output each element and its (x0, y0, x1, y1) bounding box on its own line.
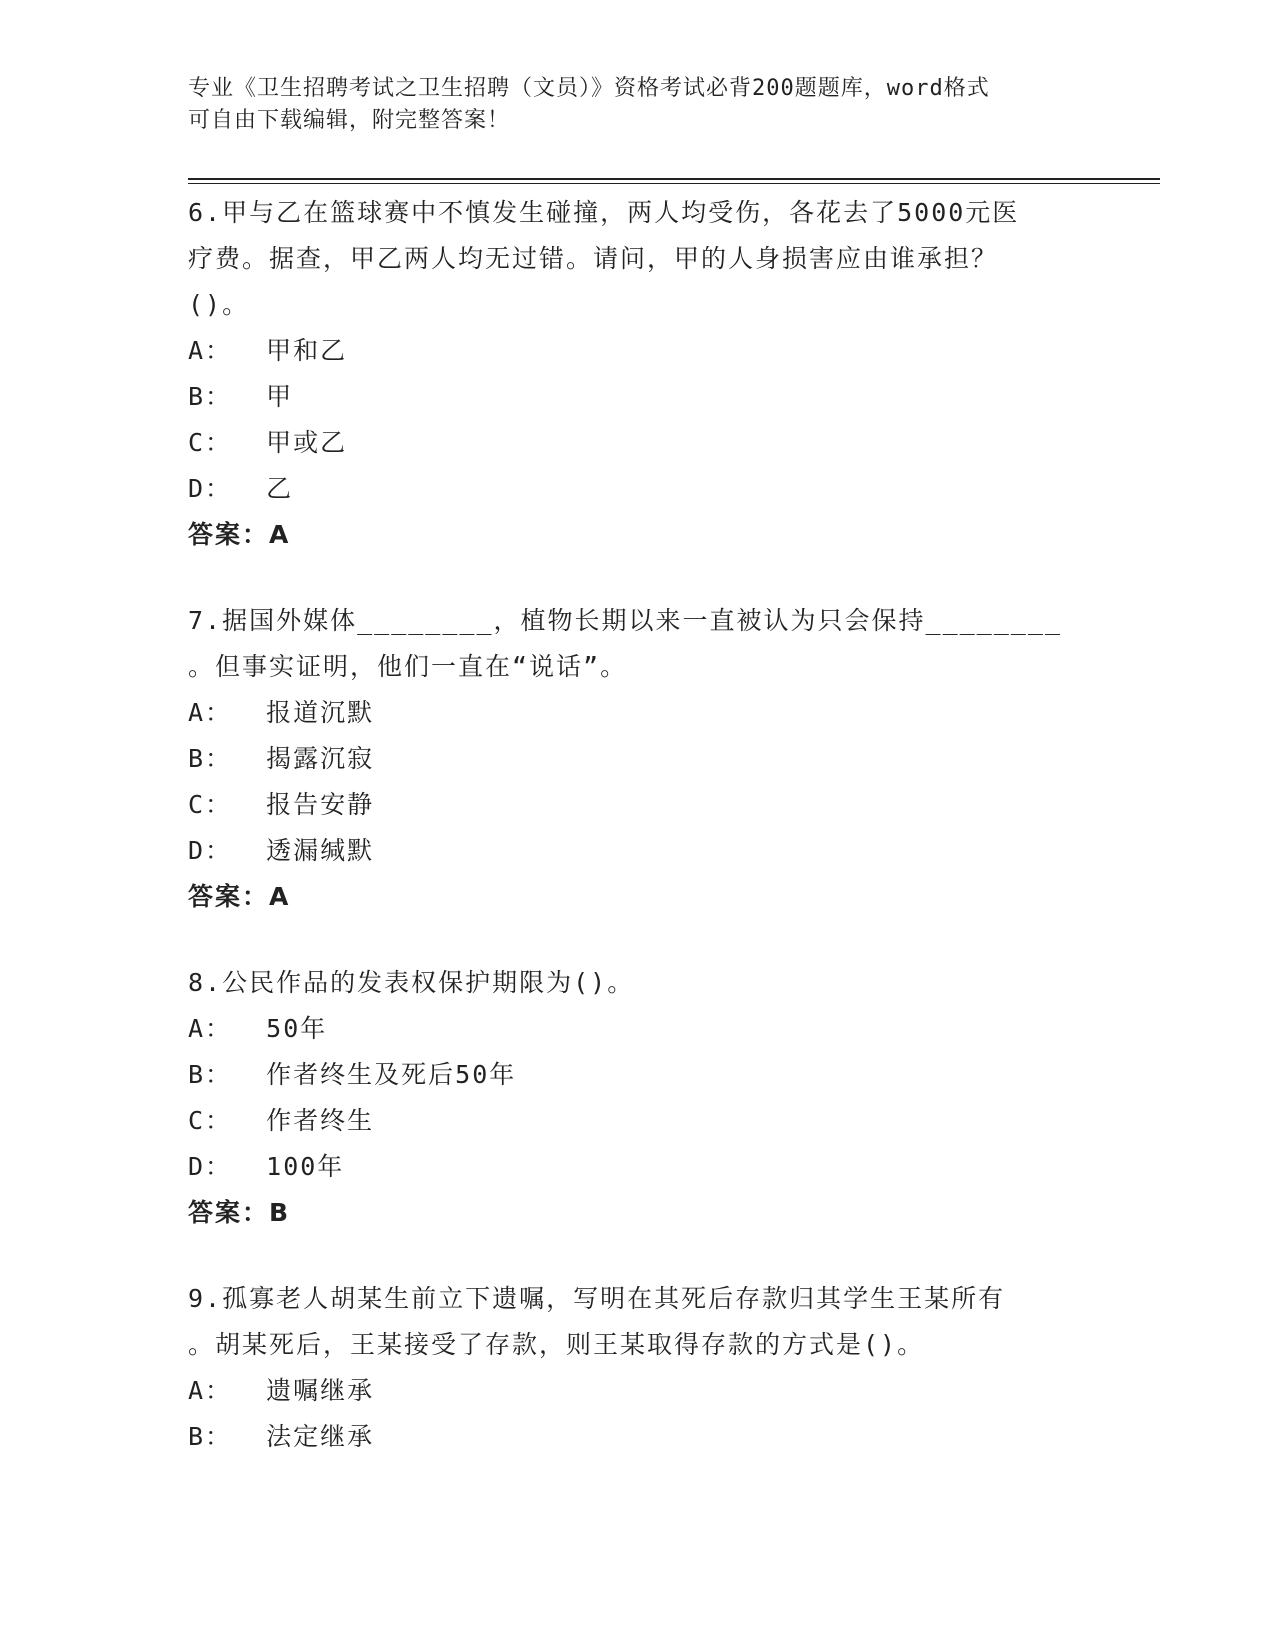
document-header (188, 73, 1088, 137)
option-c: C： 作者终生 (188, 1106, 375, 1135)
option-d: D： 100年 (188, 1152, 345, 1181)
question-7 (188, 598, 1088, 920)
question-stem-line: 7.据国外媒体________，植物长期以来一直被认为只会保持________ (188, 606, 1062, 635)
option-a: A： 报道沉默 (188, 698, 375, 727)
option-a: A： 甲和乙 (188, 336, 348, 365)
option-c: C： 甲或乙 (188, 428, 348, 457)
option-b: B： 作者终生及死后50年 (188, 1060, 517, 1089)
header-line-1: 专业《卫生招聘考试之卫生招聘（文员）》资格考试必背200题题库，word格式 (188, 76, 990, 101)
question-stem-line: 8.公民作品的发表权保护期限为()。 (188, 968, 635, 997)
answer-line: 答案：A (188, 520, 291, 549)
question-stem-line: 。但事实证明，他们一直在“说话”。 (188, 652, 628, 681)
question-list (188, 190, 1088, 1500)
answer-line: 答案：B (188, 1198, 291, 1227)
option-a: A： 遗嘱继承 (188, 1376, 375, 1405)
answer-line: 答案：A (188, 882, 291, 911)
header-divider-thick (188, 178, 1160, 180)
option-b: B： 甲 (188, 382, 294, 411)
option-b: B： 法定继承 (188, 1422, 375, 1451)
header-line-2: 可自由下载编辑，附完整答案！ (188, 108, 511, 133)
option-d: D： 乙 (188, 474, 294, 503)
option-a: A： 50年 (188, 1014, 328, 1043)
question-9 (188, 1276, 1088, 1460)
question-stem-line: 。胡某死后，王某接受了存款，则王某取得存款的方式是()。 (188, 1330, 925, 1359)
question-stem-line: 6.甲与乙在篮球赛中不慎发生碰撞，两人均受伤，各花去了5000元医 (188, 198, 1020, 227)
option-b: B： 揭露沉寂 (188, 744, 375, 773)
question-stem-line: 疗费。据查，甲乙两人均无过错。请问，甲的人身损害应由谁承担？ (188, 244, 999, 273)
question-stem-line: 9.孤寡老人胡某生前立下遗嘱，写明在其死后存款归其学生王某所有 (188, 1284, 1006, 1313)
header-divider-thin (188, 183, 1160, 184)
option-c: C： 报告安静 (188, 790, 375, 819)
question-8 (188, 960, 1088, 1236)
option-d: D： 透漏缄默 (188, 836, 375, 865)
question-6 (188, 190, 1088, 558)
question-stem-line: ()。 (188, 290, 250, 319)
